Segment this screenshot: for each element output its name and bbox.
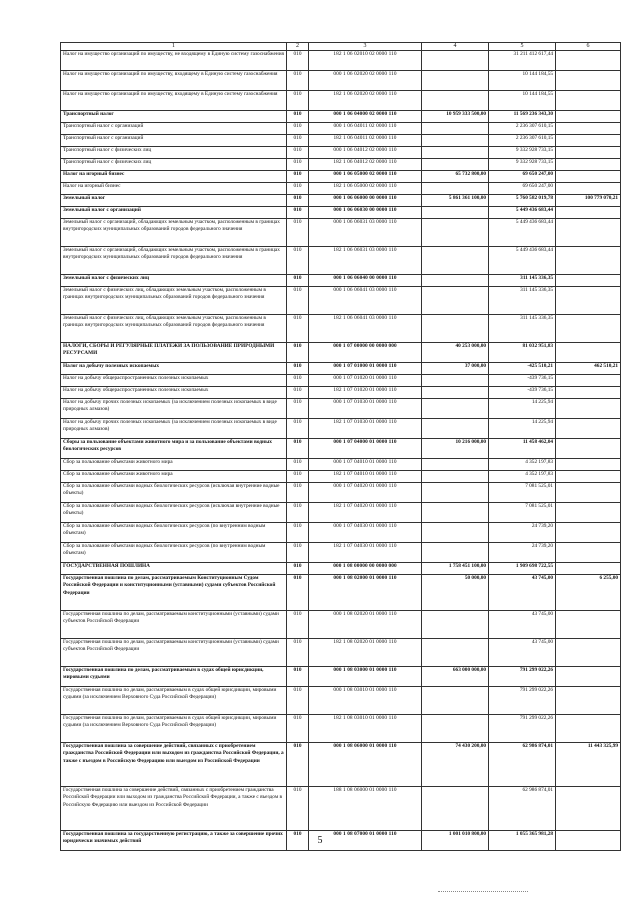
row-executed: 5 760 582 019,78 — [489, 195, 556, 207]
row-code: 010 — [287, 171, 309, 183]
row-name: Транспортный налог — [61, 111, 287, 123]
row-name: Сбор за пользование объектами водных биологических ресурсов (исключая внутренние водные объекты) — [61, 503, 287, 523]
row-code: 010 — [287, 183, 309, 195]
table-row — [61, 687, 621, 715]
row-unexecuted — [556, 399, 621, 419]
row-approved: 74 430 200,00 — [422, 743, 489, 787]
row-executed: 69 650 247,00 — [489, 171, 556, 183]
row-code: 010 — [287, 219, 309, 247]
row-approved — [422, 71, 489, 91]
row-kbk: 182 1 06 02020 02 0000 110 — [309, 91, 422, 111]
row-kbk: 182 1 06 04011 02 0000 110 — [309, 135, 422, 147]
row-approved: 10 959 333 500,00 — [422, 111, 489, 123]
row-executed: 14 225,94 — [489, 399, 556, 419]
row-unexecuted — [556, 247, 621, 275]
row-name: Транспортный налог с физических лиц — [61, 159, 287, 171]
row-name: Сборы за пользование объектами животного мира и за пользование объектами водных биологических ресурсов — [61, 439, 287, 459]
row-code: 010 — [287, 639, 309, 667]
header-cell: 2 — [287, 43, 309, 51]
row-name: Государственная пошлина по делам, рассматриваемым в судах общей юрисдикции, мировыми судьями (за исключением Верховного Суда Российской Федерации) — [61, 715, 287, 743]
row-code: 010 — [287, 667, 309, 687]
row-code: 010 — [287, 71, 309, 91]
row-approved — [422, 51, 489, 71]
row-unexecuted — [556, 687, 621, 715]
row-name: Государственная пошлина по делам, рассматриваемым конституционными (уставными) судами субъектов Российской Федерации — [61, 611, 287, 639]
row-kbk: 000 1 06 04012 02 0000 110 — [309, 147, 422, 159]
row-name: Земельный налог с физических лиц, обладающих земельным участком, расположенным в границах внутригородских муниципальных образований городов федерального значения — [61, 315, 287, 343]
row-name: Налог на добычу прочих полезных ископаемых (за исключением полезных ископаемых в виде природных алмазов) — [61, 399, 287, 419]
row-code: 010 — [287, 523, 309, 543]
row-kbk: 182 1 06 05000 02 0000 110 — [309, 183, 422, 195]
row-approved — [422, 91, 489, 111]
table-row — [61, 639, 621, 667]
row-unexecuted — [556, 51, 621, 71]
row-kbk: 182 1 06 06041 03 0000 110 — [309, 315, 422, 343]
row-executed: 9 332 928 733,15 — [489, 147, 556, 159]
row-unexecuted — [556, 147, 621, 159]
row-executed: 62 986 874,01 — [489, 743, 556, 787]
row-approved — [422, 375, 489, 387]
row-approved — [422, 639, 489, 667]
table-row — [61, 207, 621, 219]
row-kbk: 000 1 06 04000 02 0000 110 — [309, 111, 422, 123]
row-executed: 1 909 698 722,55 — [489, 563, 556, 575]
row-unexecuted — [556, 419, 621, 439]
header-cell: 4 — [422, 43, 489, 51]
row-kbk: 000 1 07 00000 00 0000 000 — [309, 343, 422, 363]
row-approved — [422, 419, 489, 439]
row-approved: 1 001 010 800,00 — [422, 831, 489, 851]
row-code: 010 — [287, 287, 309, 315]
row-kbk: 182 1 07 01030 01 0000 110 — [309, 419, 422, 439]
row-executed: 5 449 436 683,44 — [489, 219, 556, 247]
row-kbk: 000 1 08 02000 01 0000 110 — [309, 575, 422, 611]
table-row — [61, 219, 621, 247]
row-code: 010 — [287, 743, 309, 787]
row-approved — [422, 287, 489, 315]
row-kbk: 000 1 08 00000 00 0000 000 — [309, 563, 422, 575]
row-approved — [422, 147, 489, 159]
row-code: 010 — [287, 147, 309, 159]
row-executed: -425 510,21 — [489, 363, 556, 375]
row-executed: 24 739,20 — [489, 543, 556, 563]
row-code: 010 — [287, 159, 309, 171]
row-executed: 791 299 022,26 — [489, 687, 556, 715]
row-code: 010 — [287, 419, 309, 439]
row-unexecuted — [556, 715, 621, 743]
row-name: Земельный налог с физических лиц — [61, 275, 287, 287]
row-kbk: 182 1 06 06031 03 0000 110 — [309, 247, 422, 275]
row-unexecuted — [556, 611, 621, 639]
row-name: Транспортный налог с организаций — [61, 135, 287, 147]
row-executed: 1 055 365 981,28 — [489, 831, 556, 851]
row-code: 010 — [287, 207, 309, 219]
row-unexecuted — [556, 135, 621, 147]
row-approved — [422, 387, 489, 399]
row-name: Государственная пошлина по делам, рассматриваемым в судах общей юрисдикции, мировыми судьями — [61, 667, 287, 687]
row-executed: 4 352 197,83 — [489, 471, 556, 483]
row-approved: 5 861 361 100,00 — [422, 195, 489, 207]
row-executed: 311 145 336,35 — [489, 275, 556, 287]
row-approved — [422, 471, 489, 483]
table-row — [61, 387, 621, 399]
row-code: 010 — [287, 123, 309, 135]
row-kbk: 182 1 06 04012 02 0000 110 — [309, 159, 422, 171]
row-unexecuted — [556, 207, 621, 219]
row-executed: 62 986 874,01 — [489, 787, 556, 831]
table-row — [61, 787, 621, 831]
row-code: 010 — [287, 247, 309, 275]
row-unexecuted — [556, 471, 621, 483]
row-executed: 11 569 236 343,30 — [489, 111, 556, 123]
row-approved — [422, 459, 489, 471]
row-code: 010 — [287, 399, 309, 419]
row-unexecuted — [556, 343, 621, 363]
row-approved — [422, 315, 489, 343]
table-row — [61, 459, 621, 471]
row-code: 010 — [287, 787, 309, 831]
row-kbk: 000 1 08 07000 01 0000 110 — [309, 831, 422, 851]
table-row — [61, 611, 621, 639]
table-row — [61, 135, 621, 147]
row-unexecuted — [556, 543, 621, 563]
row-executed: 11 458 462,04 — [489, 439, 556, 459]
row-name: Транспортный налог с физических лиц — [61, 147, 287, 159]
row-executed: 2 236 307 610,15 — [489, 135, 556, 147]
row-approved — [422, 611, 489, 639]
header-row — [61, 43, 621, 51]
row-approved: 10 216 000,00 — [422, 439, 489, 459]
row-approved: 65 732 800,00 — [422, 171, 489, 183]
row-kbk: 182 1 07 01020 01 0000 110 — [309, 387, 422, 399]
row-approved — [422, 503, 489, 523]
row-executed: 31 211 412 617,44 — [489, 51, 556, 71]
row-name: Государственная пошлина за государственную регистрацию, а также за совершение прочих юридически значимых действий — [61, 831, 287, 851]
row-executed: 5 449 436 683,44 — [489, 247, 556, 275]
row-code: 010 — [287, 715, 309, 743]
row-kbk: 000 1 06 06031 03 0000 110 — [309, 219, 422, 247]
table-row — [61, 111, 621, 123]
row-executed: 9 332 928 733,15 — [489, 159, 556, 171]
row-kbk: 000 1 07 01030 01 0000 110 — [309, 399, 422, 419]
row-kbk: 000 1 06 02020 02 0000 110 — [309, 71, 422, 91]
row-approved: 50 000,00 — [422, 575, 489, 611]
header-cell: 6 — [556, 43, 621, 51]
table-row — [61, 315, 621, 343]
row-unexecuted: 11 443 325,99 — [556, 743, 621, 787]
row-code: 010 — [287, 611, 309, 639]
row-approved — [422, 399, 489, 419]
row-executed: -439 736,15 — [489, 375, 556, 387]
table-row — [61, 363, 621, 375]
row-code: 010 — [287, 315, 309, 343]
row-unexecuted — [556, 111, 621, 123]
page-number: 5 — [317, 835, 323, 846]
row-executed: 7 081 525,01 — [489, 483, 556, 503]
row-kbk: 000 1 07 04010 01 0000 110 — [309, 459, 422, 471]
row-name: Земельный налог с организаций, обладающих земельным участком, расположенным в границах внутригородских муниципальных образований городов федерального значения — [61, 247, 287, 275]
table-row — [61, 523, 621, 543]
table-row — [61, 51, 621, 71]
row-name: Налог на игорный бизнес — [61, 171, 287, 183]
report-page — [60, 42, 620, 851]
table-row — [61, 575, 621, 611]
row-code: 010 — [287, 575, 309, 611]
row-code: 010 — [287, 375, 309, 387]
row-name: Сбор за пользование объектами водных биологических ресурсов (исключая внутренние водные объекты) — [61, 483, 287, 503]
row-executed: 791 299 022,26 — [489, 715, 556, 743]
row-approved — [422, 219, 489, 247]
table-row — [61, 439, 621, 459]
row-code: 010 — [287, 195, 309, 207]
table-row — [61, 275, 621, 287]
row-executed: 5 449 436 683,44 — [489, 207, 556, 219]
row-unexecuted — [556, 315, 621, 343]
table-row — [61, 247, 621, 275]
row-code: 010 — [287, 831, 309, 851]
table-row — [61, 195, 621, 207]
table-row — [61, 123, 621, 135]
row-code: 010 — [287, 111, 309, 123]
row-executed: 24 739,20 — [489, 523, 556, 543]
row-executed: 43 745,00 — [489, 611, 556, 639]
row-kbk: 182 1 07 04010 01 0000 110 — [309, 471, 422, 483]
row-name: Сбор за пользование объектами водных биологических ресурсов (по внутренним водным объектам) — [61, 523, 287, 543]
row-approved: 1 758 451 100,00 — [422, 563, 489, 575]
row-code: 010 — [287, 503, 309, 523]
row-name: Земельный налог с организаций — [61, 207, 287, 219]
row-unexecuted — [556, 787, 621, 831]
header-cell: 5 — [489, 43, 556, 51]
row-approved — [422, 543, 489, 563]
row-kbk: 000 1 08 02020 01 0000 110 — [309, 611, 422, 639]
row-unexecuted — [556, 639, 621, 667]
row-kbk: 182 1 08 03010 01 0000 110 — [309, 715, 422, 743]
row-name: Земельный налог с организаций, обладающих земельным участком, расположенным в границах внутригородских муниципальных образований городов федерального значения — [61, 219, 287, 247]
row-approved — [422, 159, 489, 171]
row-name: ГОСУДАРСТВЕННАЯ ПОШЛИНА — [61, 563, 287, 575]
row-approved — [422, 207, 489, 219]
table-row — [61, 159, 621, 171]
row-name: Налог на имущество организаций по имуществу, входящему в Единую систему газоснабжения — [61, 91, 287, 111]
row-name: Налог на игорный бизнес — [61, 183, 287, 195]
row-executed: 311 145 336,35 — [489, 315, 556, 343]
row-kbk: 000 1 07 01000 01 0000 110 — [309, 363, 422, 375]
row-unexecuted — [556, 375, 621, 387]
row-kbk: 182 1 07 04020 01 0000 110 — [309, 503, 422, 523]
row-executed: 10 144 184,55 — [489, 91, 556, 111]
row-unexecuted — [556, 71, 621, 91]
table-row — [61, 563, 621, 575]
row-executed: 43 745,00 — [489, 575, 556, 611]
row-approved — [422, 483, 489, 503]
row-code: 010 — [287, 51, 309, 71]
row-code: 010 — [287, 563, 309, 575]
table-row — [61, 287, 621, 315]
table-body — [61, 51, 621, 851]
row-name: Налог на добычу полезных ископаемых — [61, 363, 287, 375]
table-row — [61, 419, 621, 439]
row-unexecuted — [556, 183, 621, 195]
row-executed: 10 144 184,55 — [489, 71, 556, 91]
table-row — [61, 715, 621, 743]
row-unexecuted — [556, 275, 621, 287]
row-unexecuted: 100 779 070,21 — [556, 195, 621, 207]
row-approved: 663 000 000,00 — [422, 667, 489, 687]
row-executed: 14 225,94 — [489, 419, 556, 439]
row-name: Государственная пошлина по делам, рассматриваемым в судах общей юрисдикции, мировыми судьями (за исключением Верховного Суда Российской Федерации) — [61, 687, 287, 715]
row-name: Земельный налог с физических лиц, обладающих земельным участком, расположенным в границах внутригородских муниципальных образований городов федерального значения — [61, 287, 287, 315]
row-approved — [422, 275, 489, 287]
row-kbk: 000 1 08 03010 01 0000 110 — [309, 687, 422, 715]
row-name: Государственная пошлина по делам, рассматриваемым конституционными (уставными) судами субъектов Российской Федерации — [61, 639, 287, 667]
table-row — [61, 171, 621, 183]
row-kbk: 000 1 06 06040 00 0000 110 — [309, 275, 422, 287]
row-name: Сбор за пользование объектами водных биологических ресурсов (по внутренним водным объектам) — [61, 543, 287, 563]
row-executed: -439 736,15 — [489, 387, 556, 399]
row-kbk: 000 1 07 04030 01 0000 110 — [309, 523, 422, 543]
row-unexecuted — [556, 667, 621, 687]
row-code: 010 — [287, 343, 309, 363]
scan-artifact — [438, 891, 528, 894]
row-kbk: 182 1 08 02020 01 0000 110 — [309, 639, 422, 667]
row-unexecuted — [556, 483, 621, 503]
table-row — [61, 471, 621, 483]
table-row — [61, 483, 621, 503]
row-kbk: 182 1 07 04030 01 0000 110 — [309, 543, 422, 563]
table-row — [61, 71, 621, 91]
row-code: 010 — [287, 459, 309, 471]
row-name: Государственная пошлина по делам, рассматриваемым Конституционным Судом Российской Федерации и конституционными (уставными) судами субъектов Российской Федерации — [61, 575, 287, 611]
row-unexecuted — [556, 439, 621, 459]
row-executed: 4 352 197,83 — [489, 459, 556, 471]
table-row — [61, 183, 621, 195]
row-approved — [422, 123, 489, 135]
table-row — [61, 343, 621, 363]
row-executed: 791 299 022,26 — [489, 667, 556, 687]
row-approved — [422, 135, 489, 147]
row-name: Налог на добычу общераспространенных полезных ископаемых — [61, 375, 287, 387]
table-row — [61, 743, 621, 787]
row-name: Налог на добычу прочих полезных ископаемых (за исключением полезных ископаемых в виде природных алмазов) — [61, 419, 287, 439]
table-row — [61, 667, 621, 687]
row-unexecuted — [556, 123, 621, 135]
row-code: 010 — [287, 471, 309, 483]
row-name: Государственная пошлина за совершение действий, связанных с приобретением гражданства Российской Федерации или выходом из гражданства Российской Федерации, а также с въездом в Российскую Федерацию или выездом из Российской Федерации — [61, 787, 287, 831]
header-cell: 1 — [61, 43, 287, 51]
row-name: Налог на имущество организаций по имуществу, не входящему в Единую систему газоснабжения — [61, 51, 287, 71]
row-kbk: 000 1 06 06000 00 0000 110 — [309, 195, 422, 207]
row-approved — [422, 787, 489, 831]
row-executed: 311 145 336,35 — [489, 287, 556, 315]
row-name: Налог на добычу общераспространенных полезных ископаемых — [61, 387, 287, 399]
row-code: 010 — [287, 543, 309, 563]
row-code: 010 — [287, 387, 309, 399]
row-kbk: 000 1 07 04000 01 0000 110 — [309, 439, 422, 459]
row-unexecuted — [556, 91, 621, 111]
row-code: 010 — [287, 91, 309, 111]
row-kbk: 000 1 06 06030 00 0000 110 — [309, 207, 422, 219]
row-code: 010 — [287, 483, 309, 503]
row-executed: 81 032 951,83 — [489, 343, 556, 363]
header-cell: 3 — [309, 43, 422, 51]
row-unexecuted: 6 255,00 — [556, 575, 621, 611]
row-name: Транспортный налог с организаций — [61, 123, 287, 135]
row-unexecuted — [556, 171, 621, 183]
row-approved: 37 000,00 — [422, 363, 489, 375]
revenue-table — [60, 42, 621, 851]
row-unexecuted — [556, 503, 621, 523]
row-approved — [422, 523, 489, 543]
row-name: НАЛОГИ, СБОРЫ И РЕГУЛЯРНЫЕ ПЛАТЕЖИ ЗА ПОЛЬЗОВАНИЕ ПРИРОДНЫМИ РЕСУРСАМИ — [61, 343, 287, 363]
row-name: Сбор за пользование объектами животного мира — [61, 471, 287, 483]
row-code: 010 — [287, 363, 309, 375]
row-code: 010 — [287, 687, 309, 715]
row-code: 010 — [287, 275, 309, 287]
table-row — [61, 375, 621, 387]
row-unexecuted — [556, 287, 621, 315]
row-kbk: 188 1 08 06000 01 0000 110 — [309, 787, 422, 831]
row-executed: 69 650 247,00 — [489, 183, 556, 195]
row-name: Налог на имущество организаций по имуществу, входящему в Единую систему газоснабжения — [61, 71, 287, 91]
table-row — [61, 399, 621, 419]
row-kbk: 000 1 08 03000 01 0000 110 — [309, 667, 422, 687]
row-approved — [422, 715, 489, 743]
table-row — [61, 147, 621, 159]
row-approved — [422, 687, 489, 715]
row-kbk: 000 1 07 04020 01 0000 110 — [309, 483, 422, 503]
row-kbk: 182 1 06 02010 02 0000 110 — [309, 51, 422, 71]
row-unexecuted: 462 510,21 — [556, 363, 621, 375]
row-executed: 7 081 525,01 — [489, 503, 556, 523]
row-executed: 43 745,00 — [489, 639, 556, 667]
row-kbk: 000 1 08 06000 01 0000 110 — [309, 743, 422, 787]
row-approved — [422, 183, 489, 195]
table-row — [61, 543, 621, 563]
row-kbk: 000 1 06 04011 02 0000 110 — [309, 123, 422, 135]
row-name: Государственная пошлина за совершение действий, связанных с приобретением гражданства Российской Федерации или выходом из гражданства Российской Федерации, а также с въездом в Российскую Федерацию или выездом из Российской Федерации — [61, 743, 287, 787]
row-name: Земельный налог — [61, 195, 287, 207]
row-unexecuted — [556, 159, 621, 171]
row-kbk: 000 1 07 01020 01 0000 110 — [309, 375, 422, 387]
row-kbk: 000 1 06 05000 02 0000 110 — [309, 171, 422, 183]
row-unexecuted — [556, 387, 621, 399]
row-name: Сбор за пользование объектами животного мира — [61, 459, 287, 471]
table-row — [61, 503, 621, 523]
table-row — [61, 91, 621, 111]
row-unexecuted — [556, 563, 621, 575]
row-approved: 40 253 000,00 — [422, 343, 489, 363]
row-unexecuted — [556, 523, 621, 543]
row-approved — [422, 247, 489, 275]
row-code: 010 — [287, 439, 309, 459]
row-unexecuted — [556, 219, 621, 247]
row-executed: 2 236 307 610,15 — [489, 123, 556, 135]
row-code: 010 — [287, 135, 309, 147]
row-unexecuted — [556, 459, 621, 471]
row-kbk: 000 1 06 06041 03 0000 110 — [309, 287, 422, 315]
